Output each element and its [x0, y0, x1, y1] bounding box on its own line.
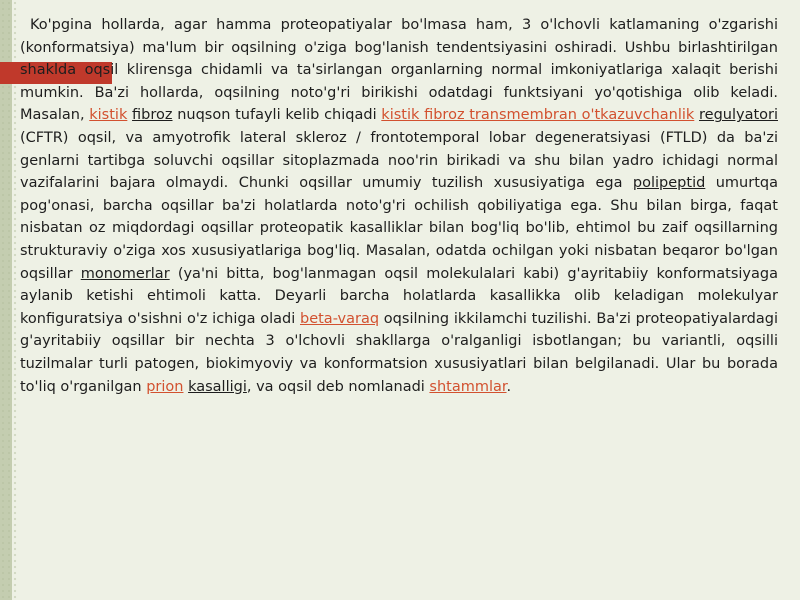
link-regulyatori[interactable]: regulyatori	[699, 107, 778, 124]
text-run-7: , va oqsil deb nomlanadi	[246, 378, 430, 395]
text-run-4: umurtqa pog'onasi, barcha oqsillar ba'zi holatlarda noto'g'ri ochilish qobiliyatiga ega. Shu bilan birga, faqat nisbatan oz miqdordagi oqsillar proteopatik kasalliklar bilan bog'liq bo'lib, ehtimol bu zaif oqsillarning strukturaviy o'ziga xos xususiyatlariga bog'liq. Masalan, odatda ochilgan yoki nisbatan beqaror bo'lgan oqsillar	[20, 175, 778, 282]
link-fibroz[interactable]: fibroz	[132, 107, 173, 124]
link-kasalligi[interactable]: kasalligi	[188, 378, 247, 395]
text-run-6: oqsilning ikkilamchi tuzilishi. Ba'zi proteopatiyalardagi g'ayritabiiy oqsillar bir nechta 3 o'lchovli shakllarga o'ralganligi isbotlangan; bu variantli, oqsilli tuzilmalar turli patogen, biokimyoviy va konformatsion xususiyatlari bilan belgilanadi. Ular bu borada to'liq o'rganilgan	[20, 310, 779, 395]
text-run-8: .	[506, 378, 512, 395]
dot-pattern	[0, 0, 18, 600]
text-run-2: nuqson tufayli kelib chiqadi	[172, 107, 382, 124]
link-beta-varaq[interactable]: beta-varaq	[300, 310, 380, 327]
text-run-1: Ko'pgina hollarda, agar hamma proteopatiyalar bo'lmasa ham, 3 o'lchovli katlamaning o'zgarishi (konformatsiya) ma'lum bir oqsilning o'ziga bog'lanish tendentsiyasini oshiradi. Ushbu birlashtirilgan shaklda oqsil klirensga chidamli va ta'sirlangan organlarning normal imkoniyatlariga xalaqit berishi mumkin. Ba'zi hollarda, oqsilning noto'g'ri birikishi odatdagi funktsiyani yo'qotishiga olib keladi. Masalan,	[20, 17, 778, 124]
link-prion[interactable]: prion	[146, 378, 184, 395]
link-polipeptid[interactable]: polipeptid	[632, 175, 706, 192]
text-run-3: (CFTR) oqsil, va amyotrofik lateral skleroz / frontotemporal lobar degeneratsiyasi (FTLD) da ba'zi genlarni tartibga soluvchi oqsillar sitoplazmada noo'rin birikadi va shu bilan yadro ichidagi normal vazifalarini bajara olmaydi. Chunki oqsillar umumiy tuzilish xususiyatiga ega	[20, 129, 778, 192]
text-run-5: (ya'ni bitta, bog'lanmagan oqsil molekulalari kabi) g'ayritabiiy konformatsiyaga aylanib ketishi ehtimoli katta. Deyarli barcha holatlarda kasallikka olib keladigan molekulyar konfiguratsiya o'sishni o'z ichiga oladi	[20, 265, 778, 327]
link-monomerlar[interactable]: monomerlar	[80, 265, 170, 282]
link-shtammlar[interactable]: shtammlar	[429, 378, 507, 395]
link-kistik[interactable]: kistik	[89, 107, 128, 124]
body-paragraph	[20, 14, 778, 398]
link-cftr[interactable]: kistik fibroz transmembran o'tkazuvchanlik	[381, 107, 695, 124]
